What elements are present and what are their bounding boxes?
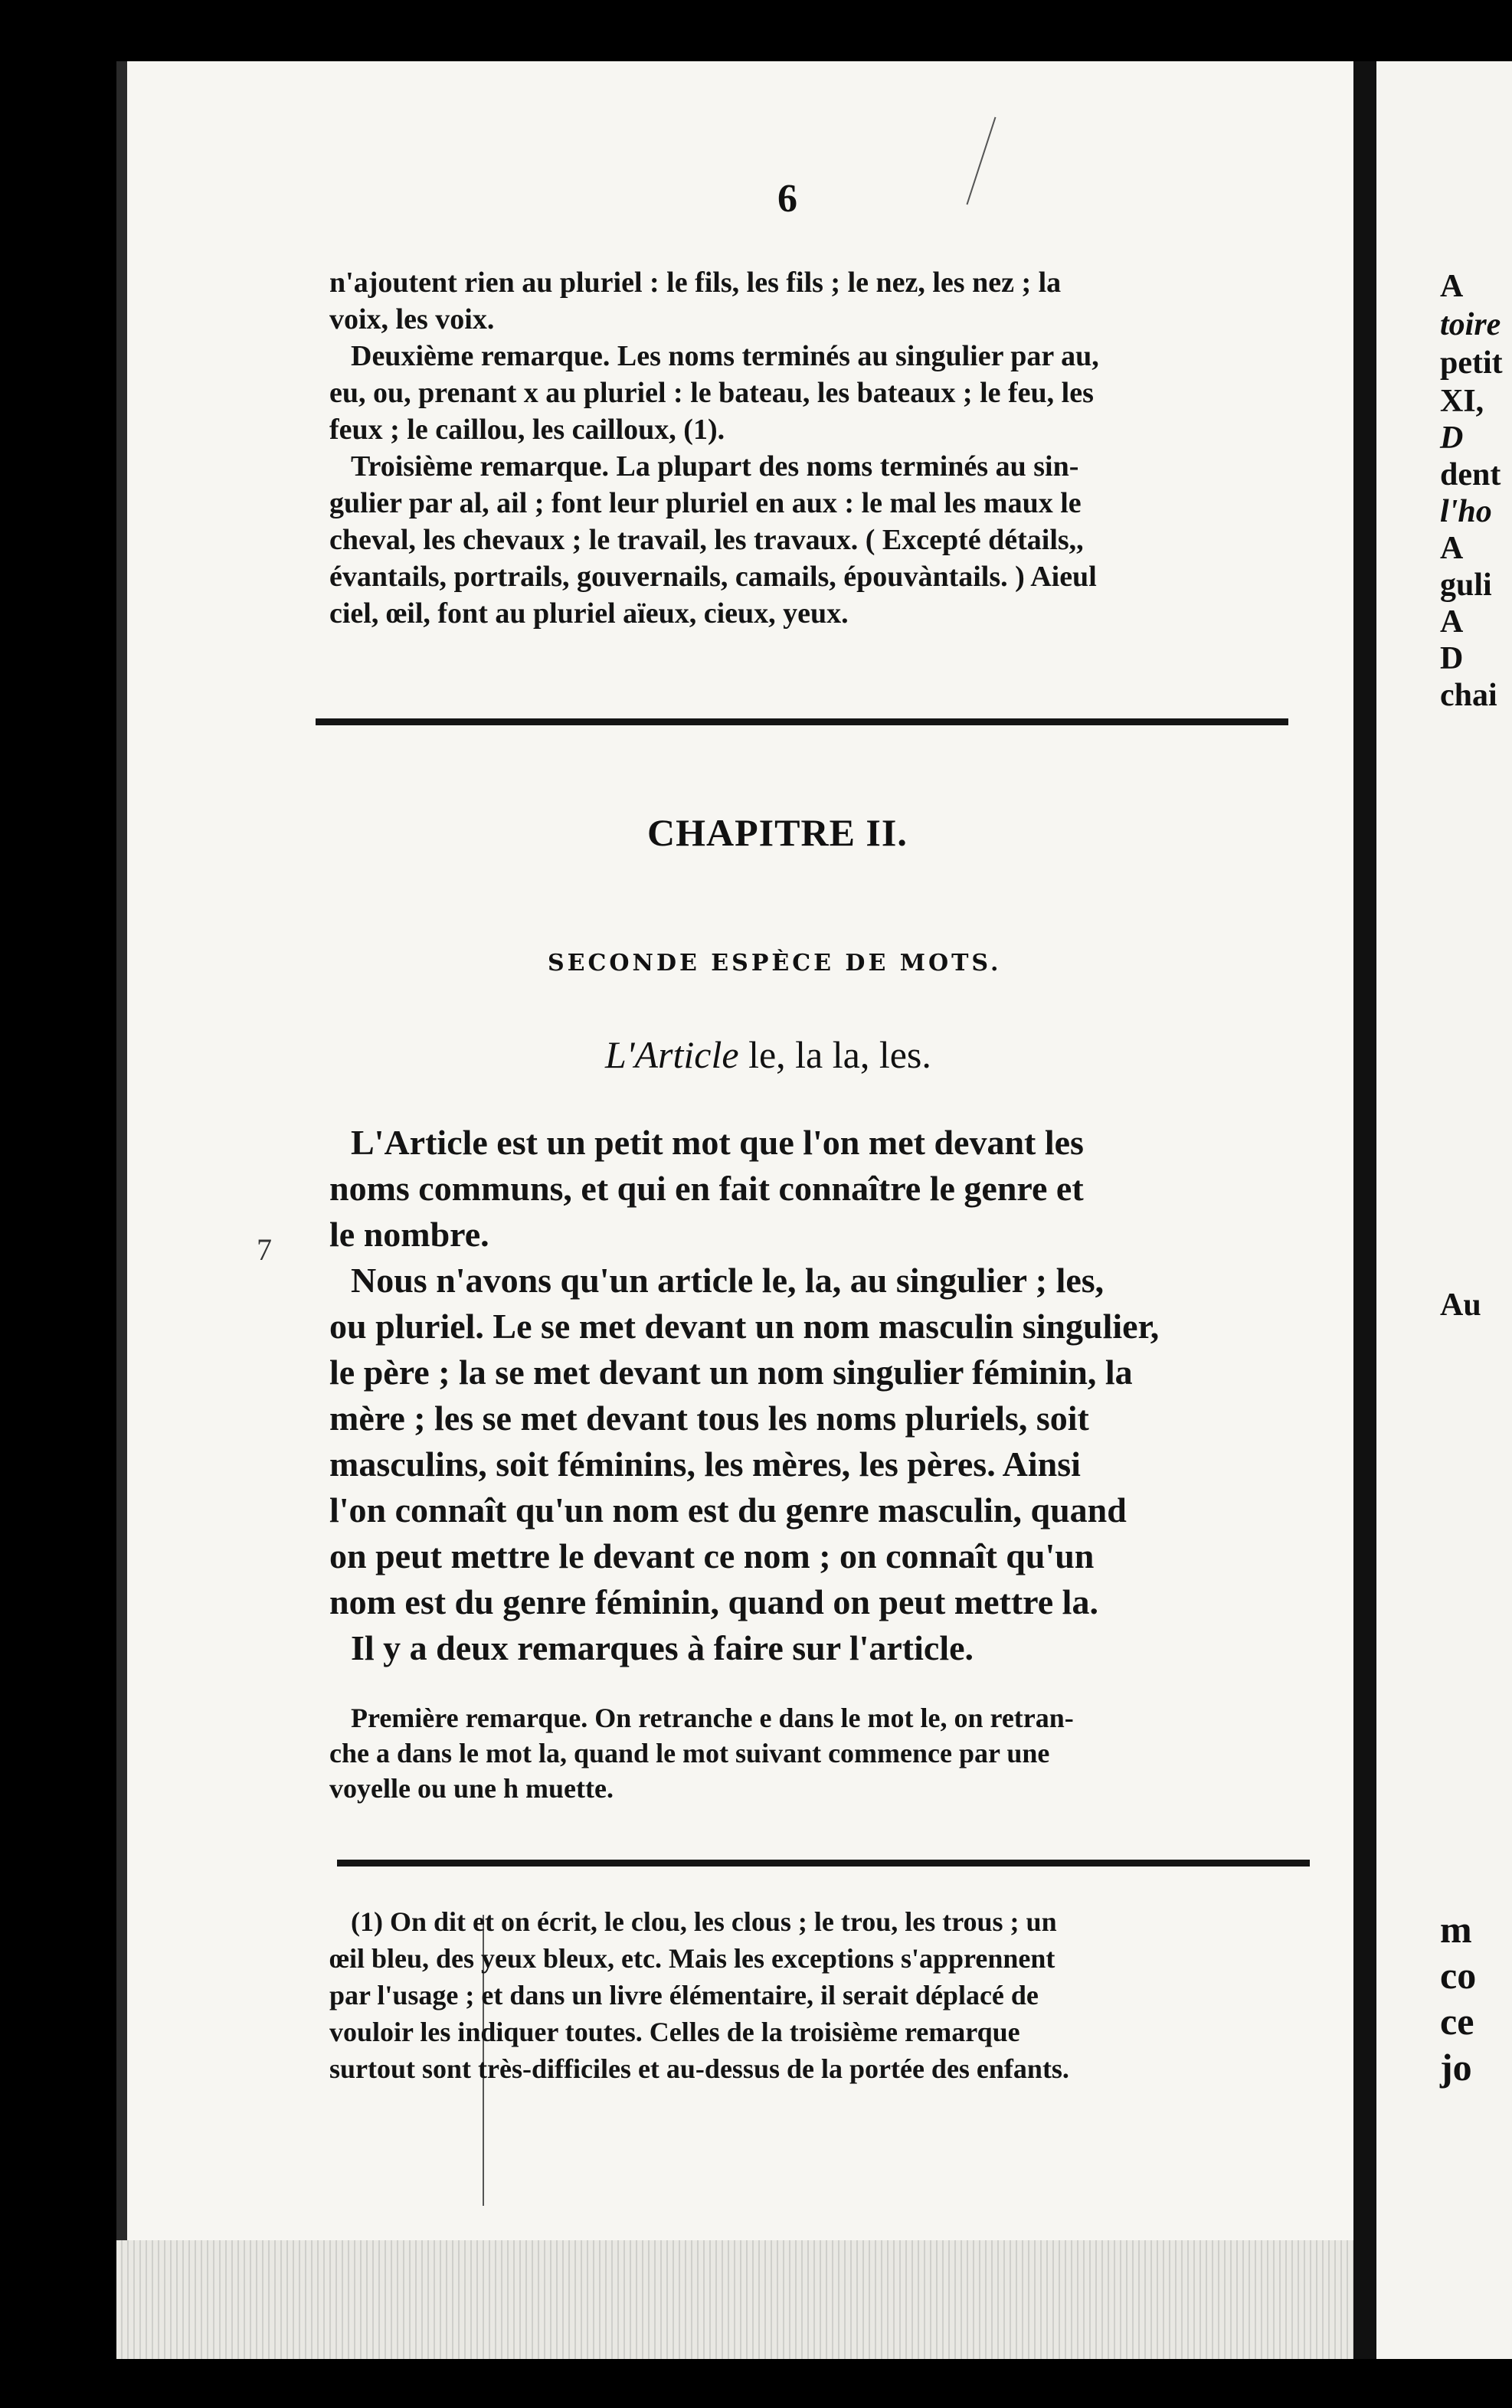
footnote — [329, 1903, 1317, 2087]
section-title: SECONDE ESPÈCE DE MOTS. — [548, 950, 1002, 977]
chapter-title: CHAPITRE II. — [647, 811, 908, 854]
text-line: le père ; la se met devant un nom singulier féminin, la — [329, 1353, 1133, 1392]
facing-page-fragment: jo — [1440, 2046, 1472, 2089]
remark-paragraph — [329, 1700, 1317, 1806]
facing-page-fragment: A — [1440, 269, 1464, 304]
page-binding-edge — [116, 61, 127, 2359]
text-line: masculins, soit féminins, les mères, les pères. Ainsi — [329, 1444, 1081, 1484]
facing-page-fragment: petit — [1440, 345, 1503, 381]
facing-page-fragment: dent — [1440, 457, 1501, 492]
facing-page-fragment: co — [1440, 1954, 1477, 1997]
text-line: surtout sont très-difficiles et au-dessus de la portée des enfants. — [329, 2053, 1069, 2084]
text-line: Première remarque. On retranche e dans le mot le, on retran- — [351, 1703, 1074, 1733]
text-line: noms communs, et qui en fait connaître le genre et — [329, 1169, 1084, 1208]
main-paragraph — [329, 1120, 1317, 1671]
text-line: che a dans le mot la, quand le mot suivant commence par une — [329, 1738, 1050, 1768]
facing-page-fragment: A — [1440, 604, 1464, 640]
text-line: par l'usage ; et dans un livre élémentaire, il serait déplacé de — [329, 1980, 1039, 2010]
facing-page-fragment: Au — [1440, 1287, 1481, 1323]
text-line: Il y a deux remarques à faire sur l'article. — [351, 1628, 974, 1667]
text-line: on peut mettre le devant ce nom ; on connaît qu'un — [329, 1536, 1095, 1575]
facing-page-fragment: A — [1440, 531, 1464, 566]
text-line: voix, les voix. — [329, 303, 495, 335]
facing-page-fragment: guli — [1440, 568, 1492, 603]
article-heading — [605, 1032, 931, 1077]
facing-page-fragment: XI, — [1440, 384, 1484, 419]
facing-page-fragment: D — [1440, 420, 1464, 456]
text-line: Troisième remarque. La plupart des noms terminés au sin- — [351, 450, 1079, 483]
facing-page-fragment: ce — [1440, 2000, 1474, 2043]
article-heading-italic: L'Article — [605, 1033, 739, 1076]
facing-page-fragment: D — [1440, 641, 1464, 676]
text-line: voyelle ou une h muette. — [329, 1773, 614, 1804]
text-line: le nombre. — [329, 1215, 489, 1254]
page-gutter — [1353, 61, 1376, 2359]
text-line: évantails, portrails, gouvernails, camails, épouvàntails. ) Aieul — [329, 561, 1097, 593]
page-bottom-margin — [116, 2240, 1353, 2359]
text-line: gulier par al, ail ; font leur pluriel en aux : le mal les maux le — [329, 487, 1082, 519]
text-line: Deuxième remarque. Les noms terminés au singulier par au, — [351, 340, 1099, 372]
text-line: (1) On dit et on écrit, le clou, les clous ; le trou, les trous ; un — [351, 1906, 1057, 1937]
text-line: l'on connaît qu'un nom est du genre masculin, quand — [329, 1490, 1127, 1530]
facing-page-fragment: m — [1440, 1908, 1472, 1951]
facing-page-fragment: l'ho — [1440, 494, 1492, 529]
page-number: 6 — [777, 177, 797, 221]
text-line: vouloir les indiquer toutes. Celles de la troisième remarque — [329, 2017, 1020, 2047]
text-line: œil bleu, des yeux bleux, etc. Mais les exceptions s'apprennent — [329, 1943, 1055, 1974]
text-line: mère ; les se met devant tous les noms pluriels, soit — [329, 1399, 1089, 1438]
text-line: nom est du genre féminin, quand on peut mettre la. — [329, 1582, 1098, 1621]
section-rule — [316, 718, 1288, 725]
text-line: n'ajoutent rien au pluriel : le fils, les fils ; le nez, les nez ; la — [329, 267, 1062, 299]
text-line: Nous n'avons qu'un article le, la, au singulier ; les, — [351, 1261, 1105, 1300]
facing-page-fragment: toire — [1440, 307, 1501, 342]
top-paragraph — [329, 264, 1294, 632]
text-line: eu, ou, prenant x au pluriel : le bateau, les bateaux ; le feu, les — [329, 377, 1094, 409]
text-line: ciel, œil, font au pluriel aïeux, cieux, yeux. — [329, 597, 849, 630]
facing-page-fragment: chai — [1440, 678, 1497, 713]
text-line: ou pluriel. Le se met devant un nom masculin singulier, — [329, 1307, 1160, 1346]
text-line: cheval, les chevaux ; le travail, les travaux. ( Excepté détails,, — [329, 524, 1084, 556]
margin-annotation: 7 — [257, 1232, 272, 1267]
footnote-rule — [337, 1860, 1310, 1867]
text-line: L'Article est un petit mot que l'on met devant les — [351, 1123, 1084, 1162]
text-line: feux ; le caillou, les cailloux, (1). — [329, 414, 725, 446]
article-heading-rest: le, la la, les. — [738, 1033, 931, 1076]
